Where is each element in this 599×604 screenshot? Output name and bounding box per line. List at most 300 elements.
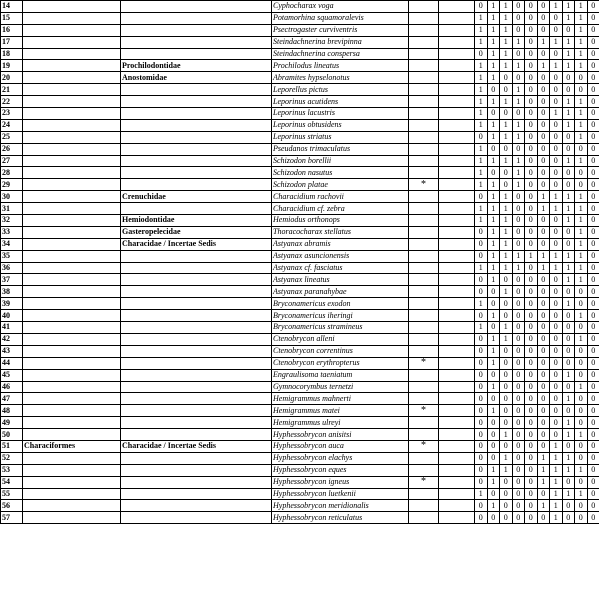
presence-value: 0 — [537, 12, 550, 24]
presence-value: 1 — [562, 203, 575, 215]
presence-value: 0 — [500, 108, 513, 120]
species-name: Bryconamericus iheringi — [272, 310, 409, 322]
presence-value: 1 — [512, 36, 525, 48]
order-cell — [23, 191, 121, 203]
presence-value: 1 — [512, 96, 525, 108]
presence-value: 1 — [487, 405, 500, 417]
presence-value: 0 — [525, 191, 538, 203]
presence-value: 0 — [550, 179, 563, 191]
presence-value: 0 — [537, 274, 550, 286]
presence-value: 0 — [512, 512, 525, 524]
presence-value: 1 — [512, 167, 525, 179]
table-row — [1, 179, 599, 191]
presence-value: 1 — [475, 143, 488, 155]
presence-value: 0 — [500, 72, 513, 84]
presence-value: 1 — [487, 131, 500, 143]
presence-value: 0 — [587, 191, 599, 203]
presence-value: 1 — [562, 12, 575, 24]
family-cell — [121, 250, 272, 262]
presence-value: 0 — [525, 464, 538, 476]
family-cell — [121, 84, 272, 96]
presence-value: 0 — [575, 179, 588, 191]
presence-value: 0 — [587, 96, 599, 108]
presence-value: 1 — [512, 119, 525, 131]
row-number: 26 — [1, 143, 23, 155]
presence-value: 0 — [525, 203, 538, 215]
family-cell — [121, 512, 272, 524]
row-number: 25 — [1, 131, 23, 143]
presence-value: 1 — [550, 488, 563, 500]
presence-value: 1 — [475, 72, 488, 84]
presence-value: 0 — [575, 84, 588, 96]
species-name: Astyanax cf. fasciatus — [272, 262, 409, 274]
presence-value: 0 — [575, 72, 588, 84]
empty-cell — [439, 226, 475, 238]
order-cell — [23, 24, 121, 36]
presence-value: 0 — [525, 36, 538, 48]
presence-value: 0 — [525, 215, 538, 227]
table-row — [1, 298, 599, 310]
presence-value: 1 — [537, 60, 550, 72]
presence-value: 1 — [487, 500, 500, 512]
table-row — [1, 345, 599, 357]
table-row — [1, 440, 599, 452]
order-cell — [23, 143, 121, 155]
order-cell — [23, 131, 121, 143]
presence-value: 1 — [550, 203, 563, 215]
presence-value: 1 — [475, 179, 488, 191]
family-cell — [121, 262, 272, 274]
row-number: 55 — [1, 488, 23, 500]
species-name: Hemigrammus matei — [272, 405, 409, 417]
presence-value: 0 — [512, 203, 525, 215]
empty-cell — [439, 381, 475, 393]
row-number: 48 — [1, 405, 23, 417]
presence-value: 0 — [562, 381, 575, 393]
presence-value: 0 — [587, 179, 599, 191]
presence-value: 0 — [525, 345, 538, 357]
presence-value: 1 — [500, 155, 513, 167]
presence-value: 1 — [537, 476, 550, 488]
presence-value: 0 — [562, 84, 575, 96]
presence-value: 0 — [487, 440, 500, 452]
presence-value: 1 — [562, 48, 575, 60]
presence-value: 1 — [500, 48, 513, 60]
table-row — [1, 12, 599, 24]
presence-value: 0 — [587, 131, 599, 143]
order-cell — [23, 357, 121, 369]
presence-value: 0 — [550, 84, 563, 96]
presence-value: 1 — [475, 155, 488, 167]
empty-cell — [439, 119, 475, 131]
presence-value: 0 — [537, 405, 550, 417]
presence-value: 0 — [525, 131, 538, 143]
presence-value: 0 — [575, 298, 588, 310]
empty-cell — [439, 143, 475, 155]
family-cell — [121, 417, 272, 429]
presence-value: 1 — [500, 119, 513, 131]
order-cell — [23, 155, 121, 167]
asterisk-mark — [409, 286, 439, 298]
family-cell: Prochilodontidae — [121, 60, 272, 72]
presence-value: 0 — [550, 167, 563, 179]
presence-value: 0 — [587, 345, 599, 357]
table-row — [1, 203, 599, 215]
asterisk-mark: * — [409, 357, 439, 369]
presence-value: 0 — [562, 476, 575, 488]
presence-value: 0 — [587, 417, 599, 429]
row-number: 56 — [1, 500, 23, 512]
table-row — [1, 36, 599, 48]
family-cell — [121, 131, 272, 143]
presence-value: 0 — [475, 274, 488, 286]
presence-value: 0 — [525, 452, 538, 464]
presence-value: 0 — [575, 322, 588, 334]
asterisk-mark — [409, 310, 439, 322]
asterisk-mark — [409, 191, 439, 203]
presence-value: 1 — [562, 96, 575, 108]
empty-cell — [439, 72, 475, 84]
presence-value: 0 — [525, 84, 538, 96]
species-name: Hyphessobrycon luetkenii — [272, 488, 409, 500]
presence-value: 0 — [550, 286, 563, 298]
order-cell — [23, 179, 121, 191]
presence-value: 0 — [537, 215, 550, 227]
presence-value: 0 — [525, 179, 538, 191]
empty-cell — [439, 357, 475, 369]
family-cell — [121, 119, 272, 131]
species-name: Astyanax abramis — [272, 238, 409, 250]
presence-value: 0 — [587, 215, 599, 227]
presence-value: 0 — [587, 119, 599, 131]
family-cell: Characidae / Incertae Sedis — [121, 440, 272, 452]
presence-value: 1 — [500, 452, 513, 464]
presence-value: 0 — [587, 381, 599, 393]
presence-value: 0 — [537, 286, 550, 298]
row-number: 45 — [1, 369, 23, 381]
species-name: Hemiodus orthonops — [272, 215, 409, 227]
species-name: Steindachnerina brevipinna — [272, 36, 409, 48]
asterisk-mark — [409, 119, 439, 131]
order-cell — [23, 96, 121, 108]
row-number: 44 — [1, 357, 23, 369]
presence-value: 0 — [537, 48, 550, 60]
empty-cell — [439, 191, 475, 203]
presence-value: 0 — [587, 512, 599, 524]
asterisk-mark — [409, 488, 439, 500]
presence-value: 0 — [525, 238, 538, 250]
presence-value: 1 — [562, 250, 575, 262]
empty-cell — [439, 286, 475, 298]
row-number: 40 — [1, 310, 23, 322]
presence-value: 0 — [487, 286, 500, 298]
presence-value: 1 — [562, 60, 575, 72]
presence-value: 1 — [562, 429, 575, 441]
presence-value: 0 — [500, 179, 513, 191]
table-row — [1, 60, 599, 72]
order-cell — [23, 167, 121, 179]
presence-value: 0 — [512, 72, 525, 84]
presence-value: 1 — [475, 84, 488, 96]
presence-value: 1 — [487, 215, 500, 227]
presence-value: 0 — [475, 369, 488, 381]
presence-value: 0 — [475, 500, 488, 512]
presence-value: 0 — [537, 345, 550, 357]
presence-value: 0 — [587, 12, 599, 24]
presence-value: 1 — [562, 417, 575, 429]
presence-value: 0 — [550, 417, 563, 429]
presence-value: 0 — [562, 440, 575, 452]
presence-value: 0 — [512, 191, 525, 203]
presence-value: 1 — [487, 226, 500, 238]
presence-value: 0 — [525, 286, 538, 298]
presence-value: 0 — [587, 357, 599, 369]
asterisk-mark — [409, 36, 439, 48]
order-cell — [23, 322, 121, 334]
row-number: 54 — [1, 476, 23, 488]
species-name: Hyphessobrycon elachys — [272, 452, 409, 464]
presence-value: 0 — [487, 84, 500, 96]
table-row — [1, 357, 599, 369]
presence-value: 0 — [512, 369, 525, 381]
table-row — [1, 96, 599, 108]
presence-value: 1 — [537, 36, 550, 48]
species-name: Astyanax lineatus — [272, 274, 409, 286]
table-row — [1, 274, 599, 286]
presence-value: 0 — [587, 298, 599, 310]
presence-value: 0 — [475, 286, 488, 298]
presence-value: 1 — [487, 238, 500, 250]
presence-value: 0 — [475, 238, 488, 250]
presence-value: 0 — [500, 84, 513, 96]
presence-value: 0 — [587, 476, 599, 488]
presence-value: 0 — [575, 452, 588, 464]
family-cell — [121, 369, 272, 381]
presence-value: 0 — [475, 464, 488, 476]
family-cell — [121, 429, 272, 441]
table-row — [1, 167, 599, 179]
presence-value: 0 — [525, 322, 538, 334]
species-name: Ctenobrycon correntinus — [272, 345, 409, 357]
row-number: 36 — [1, 262, 23, 274]
presence-value: 0 — [575, 369, 588, 381]
presence-value: 0 — [537, 322, 550, 334]
presence-value: 0 — [525, 393, 538, 405]
empty-cell — [439, 84, 475, 96]
asterisk-mark — [409, 322, 439, 334]
presence-value: 0 — [487, 417, 500, 429]
presence-value: 0 — [525, 24, 538, 36]
presence-value: 0 — [512, 215, 525, 227]
presence-value: 0 — [500, 440, 513, 452]
presence-value: 1 — [475, 24, 488, 36]
presence-value: 0 — [562, 143, 575, 155]
presence-value: 0 — [500, 417, 513, 429]
table-row — [1, 322, 599, 334]
presence-value: 0 — [562, 24, 575, 36]
presence-value: 1 — [475, 60, 488, 72]
order-cell — [23, 452, 121, 464]
presence-value: 1 — [475, 119, 488, 131]
presence-value: 0 — [525, 226, 538, 238]
presence-value: 1 — [575, 310, 588, 322]
presence-value: 1 — [562, 262, 575, 274]
presence-value: 0 — [475, 476, 488, 488]
presence-value: 1 — [562, 274, 575, 286]
family-cell — [121, 488, 272, 500]
presence-value: 1 — [487, 191, 500, 203]
presence-value: 0 — [537, 357, 550, 369]
presence-value: 0 — [525, 48, 538, 60]
presence-value: 0 — [562, 500, 575, 512]
presence-value: 1 — [512, 179, 525, 191]
species-name: Engraulisoma taeniatum — [272, 369, 409, 381]
presence-value: 1 — [512, 250, 525, 262]
row-number: 28 — [1, 167, 23, 179]
presence-value: 0 — [550, 72, 563, 84]
presence-value: 0 — [525, 155, 538, 167]
asterisk-mark — [409, 24, 439, 36]
presence-value: 0 — [537, 24, 550, 36]
presence-value: 0 — [525, 429, 538, 441]
presence-value: 0 — [512, 108, 525, 120]
empty-cell — [439, 155, 475, 167]
presence-value: 1 — [475, 167, 488, 179]
presence-value: 1 — [575, 464, 588, 476]
presence-value: 0 — [537, 512, 550, 524]
presence-value: 1 — [500, 464, 513, 476]
presence-value: 0 — [550, 298, 563, 310]
presence-value: 0 — [537, 381, 550, 393]
empty-cell — [439, 24, 475, 36]
presence-value: 0 — [562, 357, 575, 369]
family-cell — [121, 108, 272, 120]
empty-cell — [439, 345, 475, 357]
presence-value: 0 — [575, 143, 588, 155]
presence-value: 1 — [537, 452, 550, 464]
row-number: 37 — [1, 274, 23, 286]
order-cell — [23, 512, 121, 524]
presence-value: 1 — [500, 131, 513, 143]
species-name: Schizodon borellii — [272, 155, 409, 167]
presence-value: 0 — [512, 464, 525, 476]
asterisk-mark — [409, 131, 439, 143]
family-cell: Gasteropelecidae — [121, 226, 272, 238]
presence-value: 0 — [550, 238, 563, 250]
presence-value: 0 — [550, 274, 563, 286]
order-cell — [23, 12, 121, 24]
presence-value: 1 — [550, 452, 563, 464]
presence-value: 0 — [475, 512, 488, 524]
empty-cell — [439, 167, 475, 179]
row-number: 39 — [1, 298, 23, 310]
presence-value: 1 — [562, 108, 575, 120]
row-number: 17 — [1, 36, 23, 48]
presence-value: 1 — [550, 512, 563, 524]
presence-value: 1 — [562, 191, 575, 203]
order-cell — [23, 298, 121, 310]
table-row — [1, 464, 599, 476]
presence-value: 0 — [587, 108, 599, 120]
presence-value: 1 — [537, 464, 550, 476]
presence-value: 1 — [475, 262, 488, 274]
presence-value: 0 — [512, 381, 525, 393]
presence-value: 0 — [512, 286, 525, 298]
presence-value: 0 — [537, 393, 550, 405]
row-number: 52 — [1, 452, 23, 464]
presence-value: 0 — [550, 381, 563, 393]
presence-value: 0 — [512, 298, 525, 310]
species-name: Hyphessobrycon reticulatus — [272, 512, 409, 524]
row-number: 20 — [1, 72, 23, 84]
asterisk-mark — [409, 226, 439, 238]
row-number: 41 — [1, 322, 23, 334]
presence-value: 0 — [587, 488, 599, 500]
presence-value: 0 — [562, 322, 575, 334]
presence-value: 0 — [512, 345, 525, 357]
presence-value: 0 — [562, 238, 575, 250]
empty-cell — [439, 96, 475, 108]
empty-cell — [439, 333, 475, 345]
presence-value: 1 — [575, 238, 588, 250]
family-cell — [121, 405, 272, 417]
presence-value: 0 — [525, 143, 538, 155]
presence-value: 0 — [587, 48, 599, 60]
presence-value: 0 — [487, 167, 500, 179]
asterisk-mark — [409, 369, 439, 381]
presence-value: 0 — [550, 357, 563, 369]
presence-value: 0 — [500, 298, 513, 310]
presence-value: 0 — [587, 36, 599, 48]
empty-cell — [439, 131, 475, 143]
family-cell — [121, 322, 272, 334]
asterisk-mark — [409, 298, 439, 310]
presence-value: 1 — [487, 381, 500, 393]
presence-value: 1 — [487, 274, 500, 286]
asterisk-mark — [409, 96, 439, 108]
asterisk-mark — [409, 72, 439, 84]
family-cell — [121, 500, 272, 512]
presence-value: 1 — [562, 215, 575, 227]
order-cell — [23, 60, 121, 72]
presence-value: 0 — [512, 310, 525, 322]
presence-value: 0 — [550, 143, 563, 155]
presence-value: 0 — [562, 167, 575, 179]
presence-value: 1 — [562, 452, 575, 464]
presence-value: 0 — [562, 512, 575, 524]
presence-value: 0 — [475, 131, 488, 143]
family-cell — [121, 203, 272, 215]
asterisk-mark — [409, 381, 439, 393]
empty-cell — [439, 48, 475, 60]
presence-value: 0 — [537, 238, 550, 250]
presence-value: 1 — [487, 262, 500, 274]
presence-value: 0 — [512, 476, 525, 488]
presence-value: 0 — [587, 155, 599, 167]
asterisk-mark — [409, 155, 439, 167]
empty-cell — [439, 452, 475, 464]
presence-value: 1 — [562, 298, 575, 310]
presence-value: 0 — [500, 369, 513, 381]
presence-value: 0 — [587, 60, 599, 72]
asterisk-mark — [409, 84, 439, 96]
presence-value: 0 — [525, 476, 538, 488]
presence-value: 1 — [512, 84, 525, 96]
presence-value: 0 — [475, 440, 488, 452]
table-row — [1, 24, 599, 36]
species-name: Psectrogaster curviventris — [272, 24, 409, 36]
order-cell — [23, 345, 121, 357]
